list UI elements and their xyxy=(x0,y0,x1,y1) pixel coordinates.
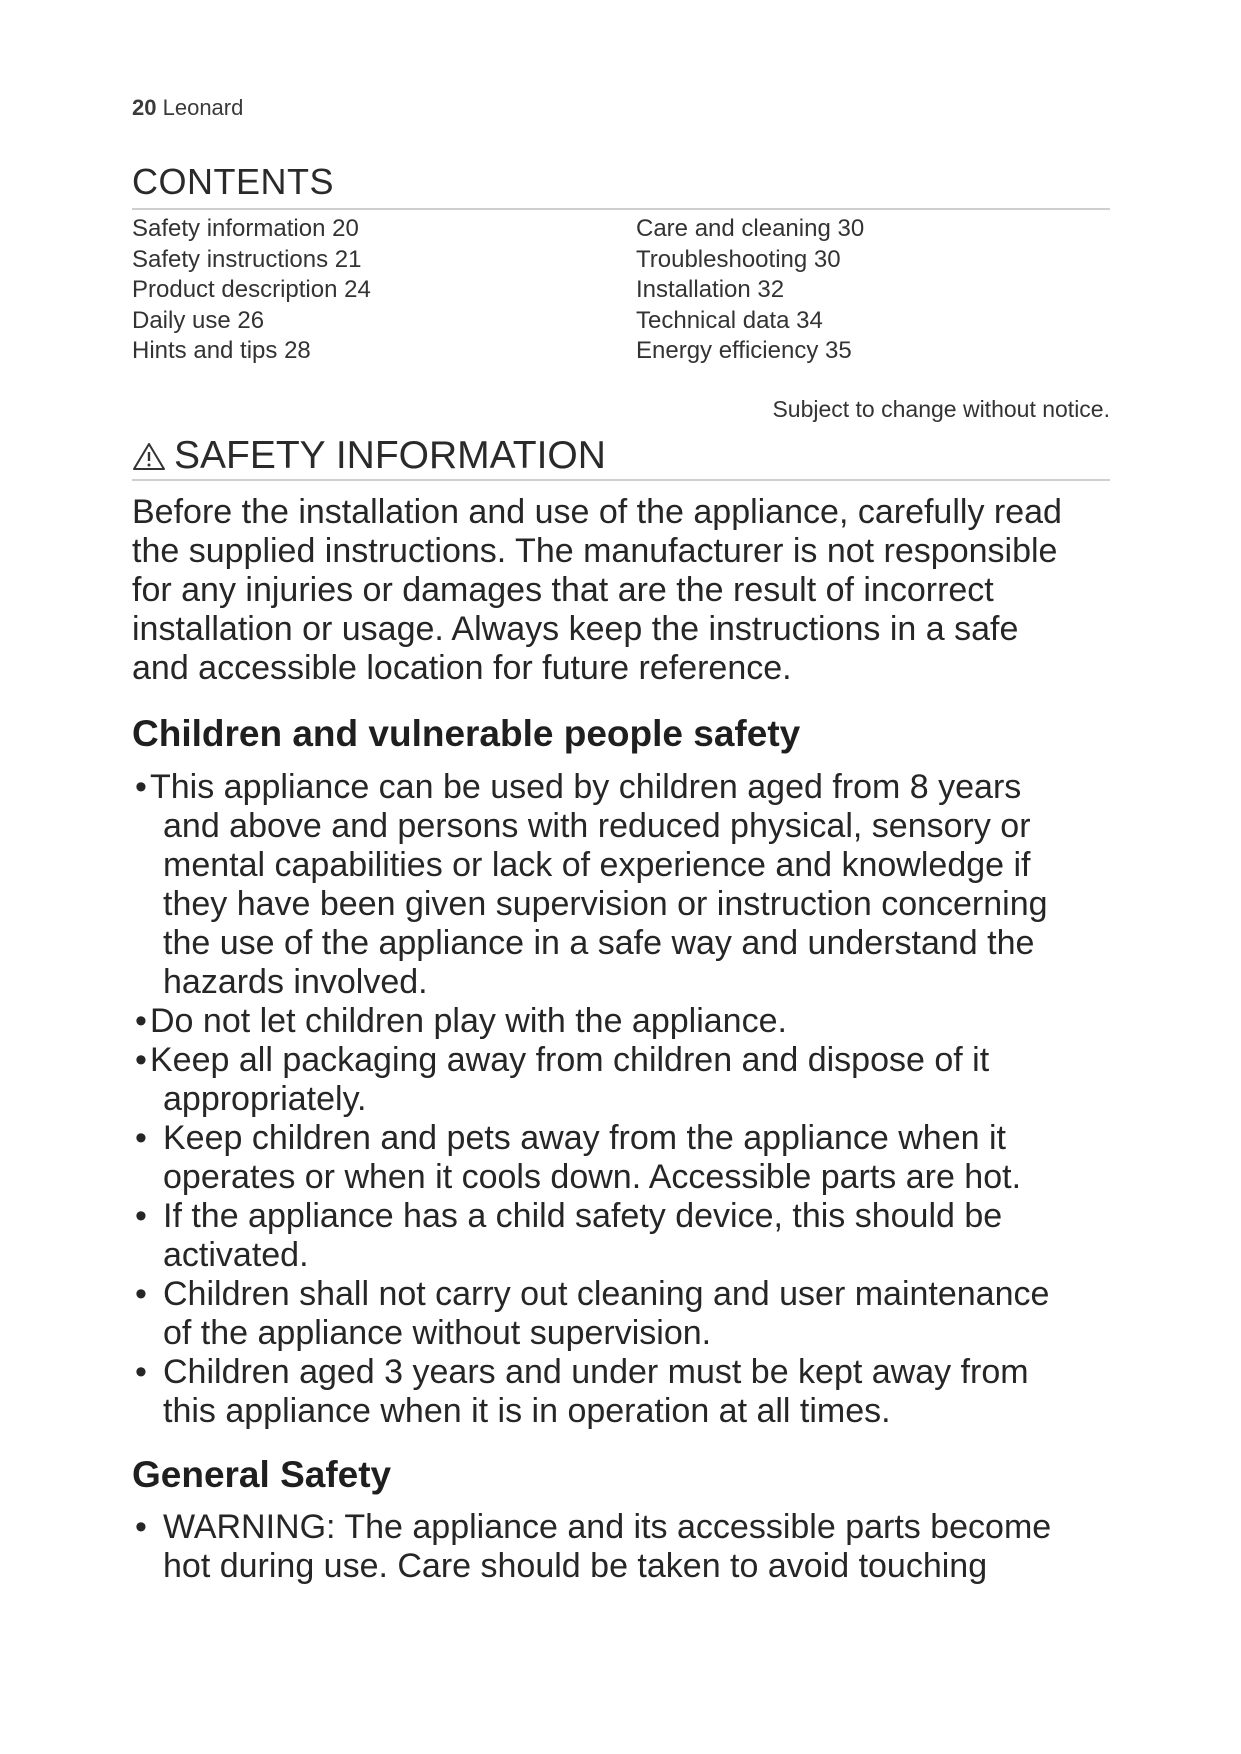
toc-item[interactable]: Product description 24 xyxy=(132,276,371,303)
list-item xyxy=(132,1353,1110,1431)
toc-item[interactable]: Troubleshooting 30 xyxy=(636,245,841,273)
intro-line: installation or usage. Always keep the instructions in a safe xyxy=(132,610,1019,648)
toc-item[interactable]: Safety information 20 xyxy=(132,215,359,242)
general-safety-heading: General Safety xyxy=(132,1454,392,1495)
intro-line: Before the installation and use of the appliance, carefully read xyxy=(132,493,1062,531)
item-line: hazards involved. xyxy=(163,963,428,1001)
item-line: of the appliance without supervision. xyxy=(163,1314,712,1352)
item-line: Children aged 3 years and under must be kept away from xyxy=(163,1353,1029,1391)
children-safety-list xyxy=(132,768,1110,1431)
bullet-dot: • xyxy=(135,1002,147,1040)
toc-item[interactable]: Hints and tips 28 xyxy=(132,337,311,364)
bullet-dot: • xyxy=(135,1508,147,1546)
toc-item[interactable]: Energy efficiency 35 xyxy=(636,337,852,364)
toc-right-column xyxy=(636,214,864,367)
product-name: Leonard xyxy=(162,95,244,120)
item-line: activated. xyxy=(163,1236,309,1274)
children-safety-heading: Children and vulnerable people safety xyxy=(132,713,801,754)
list-item xyxy=(132,1275,1110,1353)
safety-intro-paragraph xyxy=(132,493,1110,688)
bullet-dot: • xyxy=(135,1197,147,1235)
warning-triangle-icon xyxy=(132,441,166,471)
bullet-dot: • xyxy=(135,1041,147,1079)
item-line: appropriately. xyxy=(163,1080,367,1118)
item-line: mental capabilities or lack of experience and knowledge if xyxy=(163,846,1031,884)
toc-item[interactable]: Safety instructions 21 xyxy=(132,245,362,273)
list-item xyxy=(132,1002,1110,1041)
toc-left-column xyxy=(132,214,371,367)
toc-item[interactable]: Daily use 26 xyxy=(132,306,265,334)
safety-information-heading xyxy=(132,434,606,478)
item-line: Keep all packaging away from children and dispose of it xyxy=(150,1041,990,1079)
intro-line: and accessible location for future reference. xyxy=(132,649,792,687)
item-line: WARNING: The appliance and its accessible parts become xyxy=(163,1508,1052,1546)
toc-item[interactable]: Installation 32 xyxy=(636,276,785,303)
toc-item[interactable]: Technical data 34 xyxy=(636,306,823,334)
item-line: If the appliance has a child safety device, this should be xyxy=(163,1197,1003,1235)
item-line: operates or when it cools down. Accessible parts are hot. xyxy=(163,1158,1022,1196)
item-line: they have been given supervision or instruction concerning xyxy=(163,885,1048,923)
safety-information-title: SAFETY INFORMATION xyxy=(174,434,606,477)
item-line: the use of the appliance in a safe way and understand the xyxy=(163,924,1035,962)
contents-divider xyxy=(132,208,1110,210)
item-line: Keep children and pets away from the appliance when it xyxy=(163,1119,1006,1157)
page-header xyxy=(132,95,243,121)
item-line: hot during use. Care should be taken to avoid touching xyxy=(163,1547,988,1585)
list-item xyxy=(132,768,1110,1002)
list-item xyxy=(132,1041,1110,1119)
intro-line: the supplied instructions. The manufacturer is not responsible xyxy=(132,532,1058,570)
list-item xyxy=(132,1508,1110,1586)
list-item xyxy=(132,1197,1110,1275)
change-notice: Subject to change without notice. xyxy=(772,396,1110,422)
list-item xyxy=(132,1119,1110,1197)
item-line: Do not let children play with the appliance. xyxy=(150,1002,787,1040)
item-line: and above and persons with reduced physical, sensory or xyxy=(163,807,1031,845)
item-line: Children shall not carry out cleaning and user maintenance xyxy=(163,1275,1050,1313)
item-line: this appliance when it is in operation at all times. xyxy=(163,1392,891,1430)
bullet-dot: • xyxy=(135,768,147,806)
page-number: 20 xyxy=(132,95,157,120)
bullet-dot: • xyxy=(135,1353,147,1391)
bullet-dot: • xyxy=(135,1119,147,1157)
contents-title: CONTENTS xyxy=(132,161,334,202)
safety-divider xyxy=(132,479,1110,481)
intro-line: for any injuries or damages that are the result of incorrect xyxy=(132,571,994,609)
general-safety-list xyxy=(132,1508,1110,1586)
bullet-dot: • xyxy=(135,1275,147,1313)
item-line: This appliance can be used by children aged from 8 years xyxy=(150,768,1022,806)
toc-item[interactable]: Care and cleaning 30 xyxy=(636,215,865,242)
